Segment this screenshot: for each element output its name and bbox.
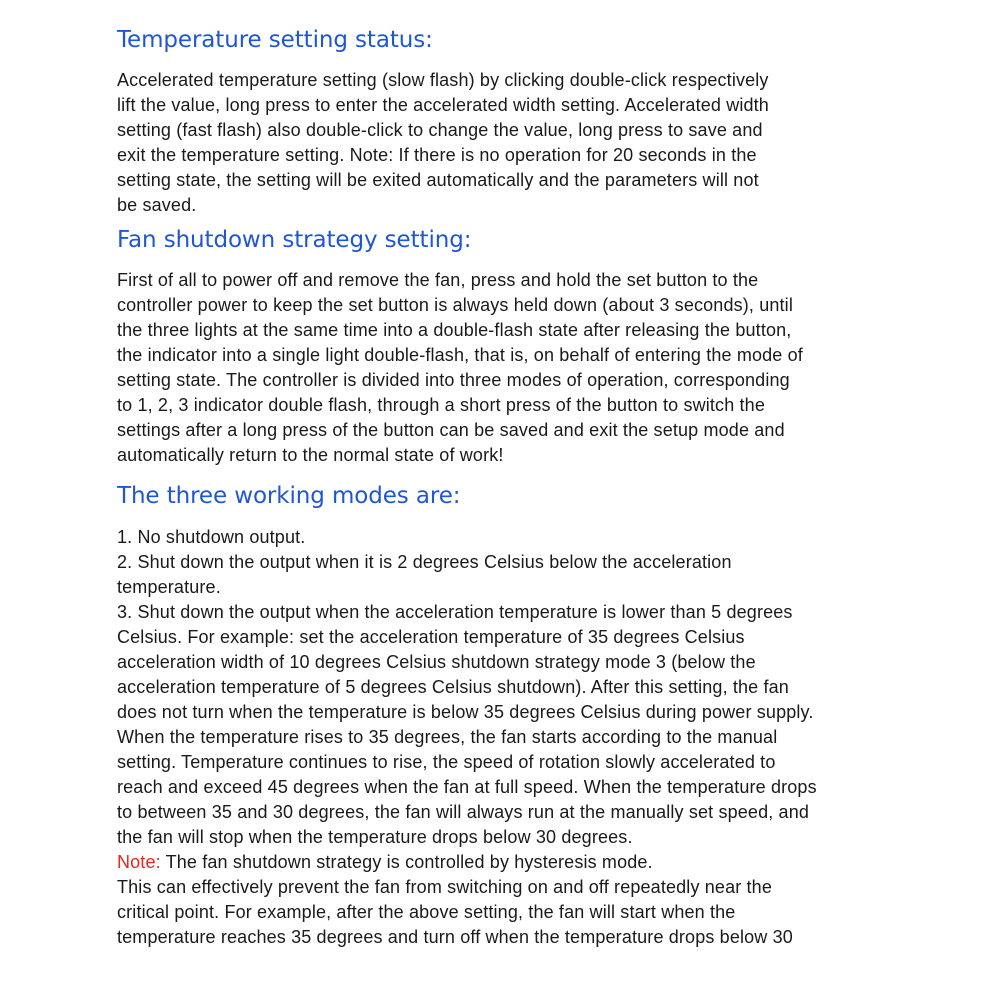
mode-line: This can effectively prevent the fan from switching on and off repeatedly near the [117,877,773,897]
mode-line: the fan will stop when the temperature drops below 30 degrees. [117,827,633,847]
paragraph-line: automatically return to the normal state of work! [117,445,504,465]
mode-line: does not turn when the temperature is below 35 degrees Celsius during power supply. [117,702,814,722]
paragraph-line: lift the value, long press to enter the accelerated width setting. Accelerated width [117,95,769,115]
paragraph-line: be saved. [117,195,197,215]
paragraph-line: the three lights at the same time into a double-flash state after releasing the button, [117,320,792,340]
note-text: The fan shutdown strategy is controlled by hysteresis mode. [160,852,653,872]
paragraph-line: setting state. The controller is divided into three modes of operation, corresponding [117,370,790,390]
mode-line: temperature reaches 35 degrees and turn off when the temperature drops below 30 [117,927,793,947]
fan-shutdown-heading: Fan shutdown strategy setting: [117,227,472,253]
paragraph-line: controller power to keep the set button is always held down (about 3 seconds), until [117,295,793,315]
mode-line: 3. Shut down the output when the acceleration temperature is lower than 5 degrees [117,602,793,622]
working-modes-list [117,525,897,950]
paragraph-line: exit the temperature setting. Note: If there is no operation for 20 seconds in the [117,145,757,165]
mode-line: setting. Temperature continues to rise, the speed of rotation slowly accelerated to [117,752,776,772]
paragraph-line: First of all to power off and remove the fan, press and hold the set button to the [117,270,759,290]
paragraph-line: Accelerated temperature setting (slow flash) by clicking double-click respectively [117,70,769,90]
mode-line: Celsius. For example: set the acceleration temperature of 35 degrees Celsius [117,627,745,647]
mode-line: 1. No shutdown output. [117,527,306,547]
paragraph-line: the indicator into a single light double-flash, that is, on behalf of entering the mode of [117,345,803,365]
temperature-setting-heading: Temperature setting status: [117,27,433,53]
mode-line: When the temperature rises to 35 degrees, the fan starts according to the manual [117,727,778,747]
note-label: Note: [117,852,161,872]
mode-line: temperature. [117,577,221,597]
mode-line: acceleration temperature of 5 degrees Celsius shutdown). After this setting, the fan [117,677,789,697]
paragraph-line: to 1, 2, 3 indicator double flash, through a short press of the button to switch the [117,395,765,415]
mode-line: to between 35 and 30 degrees, the fan will always run at the manually set speed, and [117,802,810,822]
mode-line: reach and exceed 45 degrees when the fan at full speed. When the temperature drops [117,777,817,797]
mode-line: 2. Shut down the output when it is 2 degrees Celsius below the acceleration [117,552,732,572]
paragraph-line: setting state, the setting will be exited automatically and the parameters will not [117,170,759,190]
fan-shutdown-paragraph [117,268,897,468]
working-modes-heading: The three working modes are: [117,483,461,509]
document-page [117,22,897,950]
paragraph-line: setting (fast flash) also double-click to change the value, long press to save and [117,120,763,140]
paragraph-line: settings after a long press of the button can be saved and exit the setup mode and [117,420,785,440]
mode-line: critical point. For example, after the above setting, the fan will start when the [117,902,736,922]
note-line [117,850,897,875]
mode-line: acceleration width of 10 degrees Celsius shutdown strategy mode 3 (below the [117,652,756,672]
temperature-setting-paragraph [117,68,897,218]
